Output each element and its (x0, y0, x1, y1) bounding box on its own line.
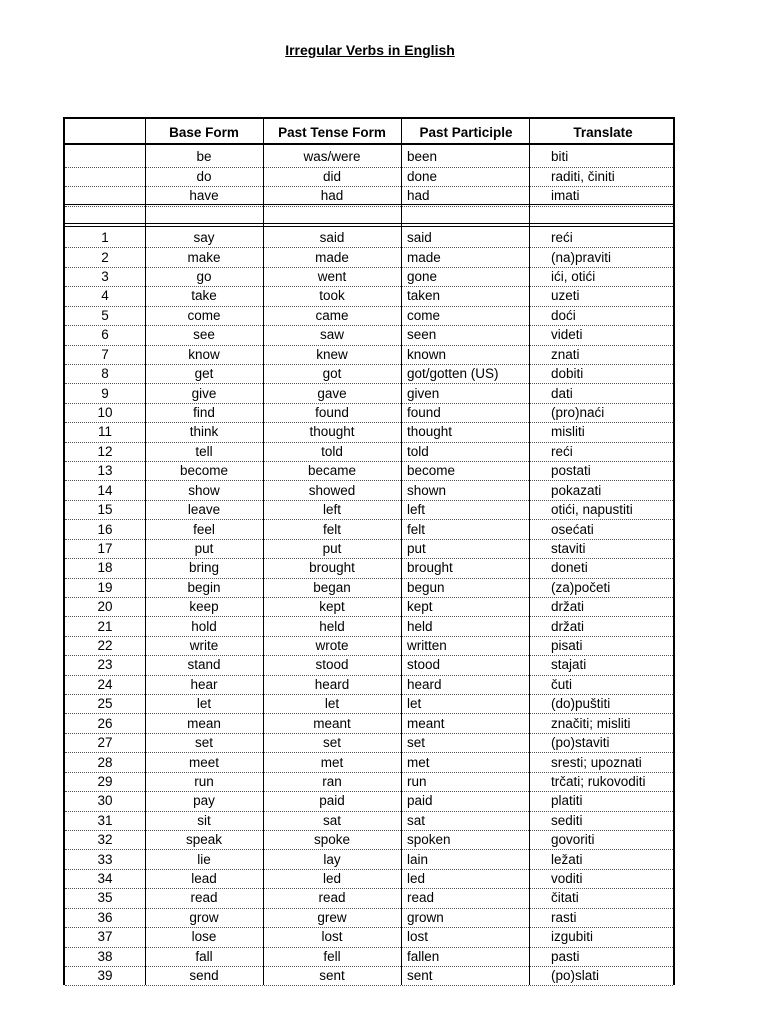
cell-past-participle: made (407, 249, 441, 265)
cell-past-participle: held (407, 618, 433, 634)
table-row (65, 752, 673, 772)
cell-past-participle: set (407, 735, 426, 751)
cell-translate: osećati (551, 521, 594, 537)
cell-base-form: think (189, 424, 219, 440)
cell-translate: voditi (551, 871, 583, 887)
table-row (65, 927, 673, 947)
table-row (65, 500, 673, 520)
cell-past-participle: left (407, 502, 426, 518)
cell-number: 37 (97, 929, 113, 945)
cell-past-participle: said (407, 230, 432, 246)
cell-past-participle: taken (407, 288, 441, 304)
cell-past-participle: lost (407, 929, 429, 945)
cell-translate: govoriti (551, 832, 595, 848)
cell-translate: znati (551, 346, 580, 362)
cell-past-participle: had (407, 188, 430, 204)
table-row (65, 267, 673, 287)
cell-base-form: find (193, 404, 215, 420)
cell-number: 38 (97, 948, 113, 964)
cell-past-tense: found (315, 404, 349, 420)
cell-translate: uzeti (551, 288, 580, 304)
cell-past-tense: sat (322, 812, 341, 828)
cell-translate: držati (551, 599, 585, 615)
table-row (65, 966, 673, 986)
cell-base-form: put (194, 540, 214, 556)
cell-number: 12 (97, 443, 113, 459)
cell-past-tense: grew (317, 909, 347, 925)
cell-number: 39 (97, 968, 113, 984)
table-row (65, 675, 673, 695)
cell-translate: imati (551, 188, 580, 204)
cell-past-tense: made (315, 249, 349, 265)
cell-base-form: sit (197, 812, 211, 828)
cell-past-tense: showed (308, 482, 356, 498)
header-past-tense: Past Tense Form (278, 124, 386, 140)
cell-past-participle: been (407, 149, 438, 165)
header-base-form: Base Form (169, 124, 239, 140)
cell-past-tense: got (322, 366, 342, 382)
cell-past-participle: grown (407, 909, 444, 925)
table-row (65, 539, 673, 559)
header-number (65, 121, 145, 143)
cell-base-form: have (189, 188, 219, 204)
cell-translate: videti (551, 327, 583, 343)
cell-number: 5 (101, 307, 109, 323)
table-row (65, 247, 673, 267)
table-row (65, 422, 673, 442)
cell-translate: značiti; misliti (551, 715, 631, 731)
cell-past-participle: stood (407, 657, 441, 673)
cell-base-form: show (188, 482, 220, 498)
cell-base-form: tell (195, 443, 213, 459)
cell-past-participle: put (407, 540, 426, 556)
cell-base-form: give (191, 385, 217, 401)
header-past-participle: Past Participle (419, 124, 513, 140)
cell-translate: misliti (551, 424, 585, 440)
cell-past-tense: let (324, 696, 340, 712)
cell-past-tense: fell (323, 948, 341, 964)
table-row (65, 908, 673, 928)
cell-past-participle: told (407, 443, 429, 459)
cell-number (65, 167, 145, 187)
cell-translate: biti (551, 149, 569, 165)
cell-number: 22 (97, 638, 113, 654)
cell-translate: dati (551, 385, 573, 401)
cell-past-tense: left (322, 502, 341, 518)
table-row (65, 480, 673, 500)
cell-base-form: say (193, 230, 215, 246)
cell-translate: (po)staviti (551, 735, 610, 751)
cell-base-form: grow (189, 909, 219, 925)
header-translate: Translate (573, 124, 633, 140)
table-row (65, 147, 673, 168)
cell-past-participle: seen (407, 327, 437, 343)
cell-base-form: send (189, 968, 219, 984)
table-row (65, 655, 673, 675)
cell-base-form: lie (197, 851, 211, 867)
cell-translate: izgubiti (551, 929, 594, 945)
cell-past-tense: came (315, 307, 349, 323)
cell-number: 3 (101, 269, 109, 285)
cell-past-tense: wrote (315, 638, 349, 654)
cell-past-tense: felt (322, 521, 341, 537)
cell-past-tense: thought (309, 424, 355, 440)
table-row (65, 383, 673, 403)
cell-base-form: take (191, 288, 217, 304)
cell-translate: (pro)naći (551, 404, 605, 420)
table-row (65, 694, 673, 714)
cell-base-form: write (189, 638, 219, 654)
cell-translate: sediti (551, 812, 583, 828)
cell-number: 36 (97, 909, 113, 925)
table-row (65, 947, 673, 967)
cell-number: 11 (97, 424, 112, 440)
cell-base-form: run (194, 773, 214, 789)
cell-past-participle: done (407, 168, 438, 184)
cell-base-form: go (196, 269, 212, 285)
cell-number: 17 (97, 540, 113, 556)
cell-past-tense: led (322, 871, 341, 887)
cell-base-form: fall (195, 948, 213, 964)
cell-past-participle: found (407, 404, 441, 420)
cell-past-participle: known (407, 346, 447, 362)
table-row (65, 772, 673, 792)
cell-number: 35 (97, 890, 113, 906)
cell-past-participle: led (407, 871, 426, 887)
cell-past-participle: heard (407, 676, 442, 692)
cell-number: 34 (97, 871, 113, 887)
cell-number: 6 (101, 327, 109, 343)
cell-past-tense: did (322, 168, 341, 184)
table-row (65, 869, 673, 889)
cell-number: 1 (101, 230, 109, 246)
cell-past-tense: meant (313, 715, 351, 731)
separator-row (65, 204, 673, 224)
cell-number: 25 (97, 696, 113, 712)
cell-number (65, 147, 145, 167)
cell-past-participle: thought (407, 424, 453, 440)
cell-translate: reći (551, 443, 573, 459)
cell-number: 13 (97, 463, 113, 479)
verbs-table (63, 117, 675, 985)
cell-past-tense: said (319, 230, 345, 246)
cell-number: 29 (97, 773, 113, 789)
table-row (65, 519, 673, 539)
cell-past-participle: begun (407, 579, 445, 595)
cell-base-form: meet (188, 754, 219, 770)
cell-base-form: read (190, 890, 218, 906)
cell-past-participle: spoken (407, 832, 451, 848)
cell-base-form: begin (187, 579, 221, 595)
cell-number: 2 (101, 249, 109, 265)
cell-past-tense: kept (319, 599, 345, 615)
cell-base-form: pay (193, 793, 215, 809)
cell-number: 7 (101, 346, 109, 362)
cell-base-form: let (196, 696, 212, 712)
cell-number: 33 (97, 851, 113, 867)
table-row (65, 228, 673, 248)
cell-past-tense: went (317, 269, 347, 285)
cell-translate: stajati (551, 657, 587, 673)
cell-past-tense: put (322, 540, 342, 556)
cell-past-participle: come (407, 307, 441, 323)
cell-translate: staviti (551, 540, 586, 556)
cell-translate: reći (551, 230, 573, 246)
cell-base-form: leave (187, 502, 221, 518)
cell-past-participle: let (407, 696, 422, 712)
cell-past-tense: spoke (313, 832, 351, 848)
cell-past-tense: saw (319, 327, 344, 343)
cell-base-form: keep (189, 599, 219, 615)
cell-past-participle: met (407, 754, 430, 770)
cell-translate: doći (551, 307, 576, 323)
cell-base-form: do (196, 168, 212, 184)
page-title: Irregular Verbs in English (285, 42, 455, 58)
cell-number: 18 (97, 560, 113, 576)
cell-past-participle: given (407, 385, 440, 401)
cell-past-tense: paid (319, 793, 345, 809)
cell-base-form: come (187, 307, 221, 323)
cell-past-participle: written (407, 638, 447, 654)
table-row (65, 830, 673, 850)
cell-number: 4 (101, 288, 109, 304)
cell-number: 9 (101, 385, 109, 401)
table-row (65, 791, 673, 811)
cell-past-participle: shown (407, 482, 447, 498)
cell-past-participle: got/gotten (US) (407, 366, 499, 382)
cell-past-tense: became (307, 463, 357, 479)
cell-past-tense: stood (315, 657, 349, 673)
table-row (65, 597, 673, 617)
cell-translate: čuti (551, 676, 573, 692)
cell-number: 21 (97, 618, 113, 634)
cell-translate: raditi, činiti (551, 168, 615, 184)
cell-translate: pisati (551, 638, 583, 654)
cell-past-tense: was/were (303, 149, 361, 165)
cell-number: 14 (97, 482, 113, 498)
table-row (65, 558, 673, 578)
table-row (65, 403, 673, 423)
cell-number: 16 (97, 521, 113, 537)
table-row (65, 167, 673, 188)
cell-past-tense: set (322, 735, 341, 751)
table-row (65, 811, 673, 831)
cell-translate: pokazati (551, 482, 602, 498)
cell-past-tense: brought (309, 560, 355, 576)
cell-past-participle: read (407, 890, 435, 906)
table-row (65, 636, 673, 656)
cell-base-form: hear (190, 676, 218, 692)
cell-past-tense: heard (314, 676, 350, 692)
cell-past-tense: held (319, 618, 345, 634)
cell-translate: čitati (551, 890, 579, 906)
cell-number: 10 (97, 404, 113, 420)
cell-base-form: be (196, 149, 212, 165)
cell-number: 28 (97, 754, 113, 770)
cell-translate: trčati; rukovoditi (551, 773, 646, 789)
cell-number: 30 (97, 793, 113, 809)
table-row (65, 364, 673, 384)
cell-translate: (po)slati (551, 968, 600, 984)
cell-past-tense: told (321, 443, 343, 459)
table-row (65, 461, 673, 481)
cell-past-participle: paid (407, 793, 433, 809)
cell-base-form: lose (191, 929, 217, 945)
cell-number: 31 (97, 812, 113, 828)
cell-number: 27 (97, 735, 113, 751)
cell-number: 19 (97, 579, 113, 595)
cell-base-form: set (194, 735, 213, 751)
cell-past-tense: took (319, 288, 345, 304)
cell-base-form: hold (191, 618, 217, 634)
cell-past-tense: met (320, 754, 344, 770)
cell-past-participle: lain (407, 851, 429, 867)
cell-past-participle: kept (407, 599, 433, 615)
cell-translate: platiti (551, 793, 583, 809)
cell-past-participle: brought (407, 560, 453, 576)
cell-past-tense: had (320, 188, 344, 204)
cell-base-form: get (194, 366, 214, 382)
cell-translate: rasti (551, 909, 577, 925)
table-row (65, 325, 673, 345)
cell-translate: držati (551, 618, 585, 634)
cell-past-participle: fallen (407, 948, 440, 964)
cell-base-form: mean (187, 715, 221, 731)
cell-base-form: become (179, 463, 229, 479)
cell-past-tense: knew (316, 346, 348, 362)
table-row (65, 616, 673, 636)
cell-past-participle: sat (407, 812, 426, 828)
cell-number: 8 (101, 366, 109, 382)
cell-number: 20 (97, 599, 113, 615)
cell-base-form: stand (187, 657, 221, 673)
cell-past-tense: began (313, 579, 351, 595)
cell-translate: (na)praviti (551, 249, 612, 265)
cell-number (65, 186, 145, 206)
cell-translate: postati (551, 463, 591, 479)
cell-base-form: make (187, 249, 221, 265)
cell-past-tense: lost (321, 929, 343, 945)
cell-number: 24 (97, 676, 113, 692)
cell-translate: ići, otići (551, 269, 596, 285)
cell-translate: dobiti (551, 366, 584, 382)
cell-base-form: speak (185, 832, 223, 848)
cell-base-form: feel (193, 521, 215, 537)
separator-rule (65, 226, 673, 227)
cell-translate: (za)početi (551, 579, 611, 595)
cell-number: 26 (97, 715, 113, 731)
table-row (65, 849, 673, 869)
cell-past-tense: read (318, 890, 346, 906)
table-row (65, 733, 673, 753)
cell-number: 32 (97, 832, 113, 848)
cell-past-participle: become (407, 463, 456, 479)
table-row (65, 578, 673, 598)
header-double-rule (65, 144, 673, 145)
cell-past-tense: gave (317, 385, 347, 401)
table-row (65, 442, 673, 462)
table-row (65, 306, 673, 326)
cell-translate: ležati (551, 851, 583, 867)
cell-translate: (do)puštiti (551, 696, 611, 712)
cell-past-participle: felt (407, 521, 426, 537)
cell-base-form: know (188, 346, 220, 362)
cell-past-participle: sent (407, 968, 433, 984)
cell-past-participle: gone (407, 269, 438, 285)
table-row (65, 888, 673, 908)
cell-number: 15 (97, 502, 113, 518)
table-row (65, 286, 673, 306)
cell-base-form: lead (191, 871, 217, 887)
cell-translate: otići, napustiti (551, 502, 633, 518)
cell-past-tense: lay (323, 851, 341, 867)
cell-number: 23 (97, 657, 113, 673)
table-row (65, 714, 673, 734)
cell-base-form: see (193, 327, 215, 343)
cell-past-participle: meant (407, 715, 445, 731)
cell-past-tense: sent (319, 968, 345, 984)
cell-past-participle: run (407, 773, 427, 789)
cell-base-form: bring (188, 560, 220, 576)
cell-translate: doneti (551, 560, 588, 576)
cell-translate: pasti (551, 948, 580, 964)
table-row (65, 345, 673, 365)
table-header (65, 121, 673, 144)
cell-past-tense: ran (322, 773, 342, 789)
cell-translate: sresti; upoznati (551, 754, 642, 770)
